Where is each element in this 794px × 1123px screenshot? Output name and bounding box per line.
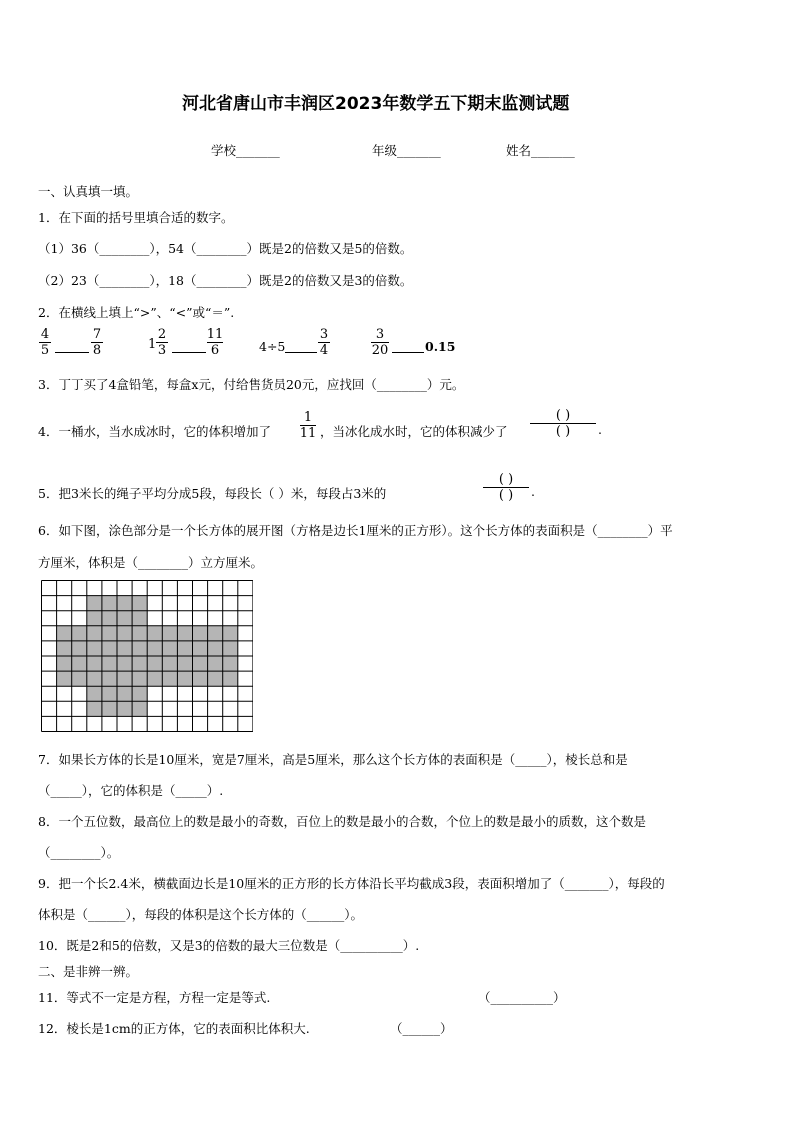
q5-end: . (531, 484, 535, 499)
q12-answer-blank[interactable]: （______） (390, 1021, 453, 1036)
q2-frac-4: 3 4 (319, 327, 329, 358)
shaded-cell (117, 596, 132, 611)
q2-blank-2[interactable] (172, 352, 206, 353)
shaded-cell (132, 656, 147, 671)
q9-line1: 9．把一个长2.4米，横截面边长是10厘米的正方形的长方体沿长平均截成3段，表面积增加了（_______），每段的 (38, 876, 665, 891)
shaded-cell (117, 626, 132, 641)
q7-line2: （_____），它的体积是（_____）. (38, 783, 224, 798)
shaded-cell (147, 671, 162, 686)
q9-line2: 体积是（______），每段的体积是这个长方体的（______）。 (38, 907, 364, 922)
shaded-cell (132, 671, 147, 686)
shaded-cell (193, 671, 208, 686)
q2-frac-3: 11 6 (206, 327, 224, 358)
q1-stem: 1．在下面的括号里填合适的数字。 (38, 210, 234, 225)
shaded-cell (72, 626, 87, 641)
q2-blank-3[interactable] (285, 352, 317, 353)
q5-part1: 5．把3米长的绳子平均分成5段，每段长（ ）米，每段占3米的 (38, 486, 387, 501)
shaded-cell (223, 641, 238, 656)
page-title: 河北省唐山市丰润区2023年数学五下期末监测试题 (182, 94, 570, 114)
q2-frac-1: 4 5 (40, 327, 50, 358)
shaded-cell (102, 701, 117, 716)
shaded-cell (177, 671, 192, 686)
shaded-cell (177, 626, 192, 641)
shaded-cell (223, 671, 238, 686)
shaded-cell (223, 656, 238, 671)
q3: 3．丁丁买了4盒铅笔，每盒x元，付给售货员20元，应找回（________）元。 (38, 377, 465, 392)
q4-fraction: 1 11 (299, 410, 317, 441)
q4-part1: 4．一桶水，当水成冰时，它的体积增加了 (38, 424, 271, 439)
shaded-cell (57, 656, 72, 671)
shaded-cell (132, 611, 147, 626)
shaded-cell (117, 656, 132, 671)
shaded-cell (87, 626, 102, 641)
q8-line1: 8．一个五位数，最高位上的数是最小的奇数，百位上的数是最小的合数，个位上的数是最小的质数，这个数是 (38, 814, 646, 829)
shaded-cell (57, 626, 72, 641)
section-2-heading: 二、是非辨一辨。 (38, 964, 139, 979)
shaded-cell (162, 656, 177, 671)
shaded-cell (102, 686, 117, 701)
q1-line1: （1）36（________），54（________）既是2的倍数又是5的倍数。 (38, 241, 413, 256)
q2-division: 4÷5 (259, 339, 286, 354)
q2-blank-4[interactable] (392, 352, 424, 353)
q2-frac-5: 3 20 (371, 327, 389, 358)
shaded-cell (117, 611, 132, 626)
q6-line1: 6．如下图，涂色部分是一个长方体的展开图（方格是边长1厘米的正方形）。这个长方体的表面积是（________）平 (38, 523, 673, 538)
q2-stem: 2．在横线上填上“>”、“<”或“＝”. (38, 305, 235, 320)
q4-part2: ，当冰化成水时，它的体积减少了 (320, 424, 508, 439)
shaded-cell (87, 641, 102, 656)
shaded-cell (193, 641, 208, 656)
shaded-cell (102, 626, 117, 641)
shaded-cell (72, 656, 87, 671)
q2-mixed-whole: 1 (148, 337, 157, 352)
shaded-cell (208, 641, 223, 656)
section-1-heading: 一、认真填一填。 (38, 184, 139, 199)
shaded-cell (132, 686, 147, 701)
q5-answer-fraction[interactable]: ( ) ( ) (483, 472, 529, 503)
shaded-cell (132, 641, 147, 656)
q8-line2: （________）。 (38, 845, 120, 860)
shaded-cell (147, 656, 162, 671)
shaded-cell (87, 671, 102, 686)
shaded-cell (102, 656, 117, 671)
shaded-cell (102, 611, 117, 626)
shaded-cell (162, 626, 177, 641)
shaded-cell (72, 671, 87, 686)
shaded-cell (87, 686, 102, 701)
shaded-cell (193, 656, 208, 671)
school-field: 学校_______ (211, 143, 280, 158)
q1-line2: （2）23（________），18（________）既是2的倍数又是3的倍数。 (38, 273, 413, 288)
net-grid-figure (41, 580, 253, 734)
shaded-cell (57, 641, 72, 656)
shaded-cell (117, 701, 132, 716)
q11-text: 11．等式不一定是方程，方程一定是等式. (38, 990, 271, 1005)
q10: 10．既是2和5的倍数，又是3的倍数的最大三位数是（__________）. (38, 938, 420, 953)
q7-line1: 7．如果长方体的长是10厘米，宽是7厘米，高是5厘米，那么这个长方体的表面积是（_____），棱长总和是 (38, 752, 628, 767)
shaded-cell (208, 656, 223, 671)
q2-blank-1[interactable] (55, 352, 89, 353)
shaded-cell (102, 596, 117, 611)
shaded-cell (117, 686, 132, 701)
shaded-cell (57, 671, 72, 686)
shaded-cell (162, 641, 177, 656)
shaded-cell (147, 626, 162, 641)
shaded-cell (162, 671, 177, 686)
shaded-cell (208, 626, 223, 641)
shaded-cell (117, 641, 132, 656)
q11-answer-blank[interactable]: （__________） (478, 990, 566, 1005)
q2-mixed-frac: 2 3 (157, 327, 167, 358)
q6-line2: 方厘米，体积是（________）立方厘米。 (38, 555, 264, 570)
shaded-cell (87, 611, 102, 626)
shaded-cell (208, 671, 223, 686)
shaded-cell (72, 641, 87, 656)
shaded-cell (177, 641, 192, 656)
shaded-cell (132, 626, 147, 641)
q4-answer-fraction[interactable]: ( ) ( ) (530, 408, 596, 439)
q2-decimal: 0.15 (425, 339, 456, 354)
shaded-cell (132, 701, 147, 716)
q4-end: . (598, 422, 602, 437)
shaded-cell (132, 596, 147, 611)
shaded-cell (223, 626, 238, 641)
q12-text: 12．棱长是1cm的正方体，它的表面积比体积大. (38, 1021, 310, 1036)
shaded-cell (177, 656, 192, 671)
shaded-cell (87, 596, 102, 611)
shaded-cell (87, 701, 102, 716)
grade-field: 年级_______ (372, 143, 441, 158)
shaded-cell (117, 671, 132, 686)
shaded-cell (87, 656, 102, 671)
shaded-cell (147, 641, 162, 656)
name-field: 姓名_______ (506, 143, 575, 158)
shaded-cell (102, 671, 117, 686)
shaded-cell (102, 641, 117, 656)
q2-frac-2: 7 8 (92, 327, 102, 358)
shaded-cell (193, 626, 208, 641)
